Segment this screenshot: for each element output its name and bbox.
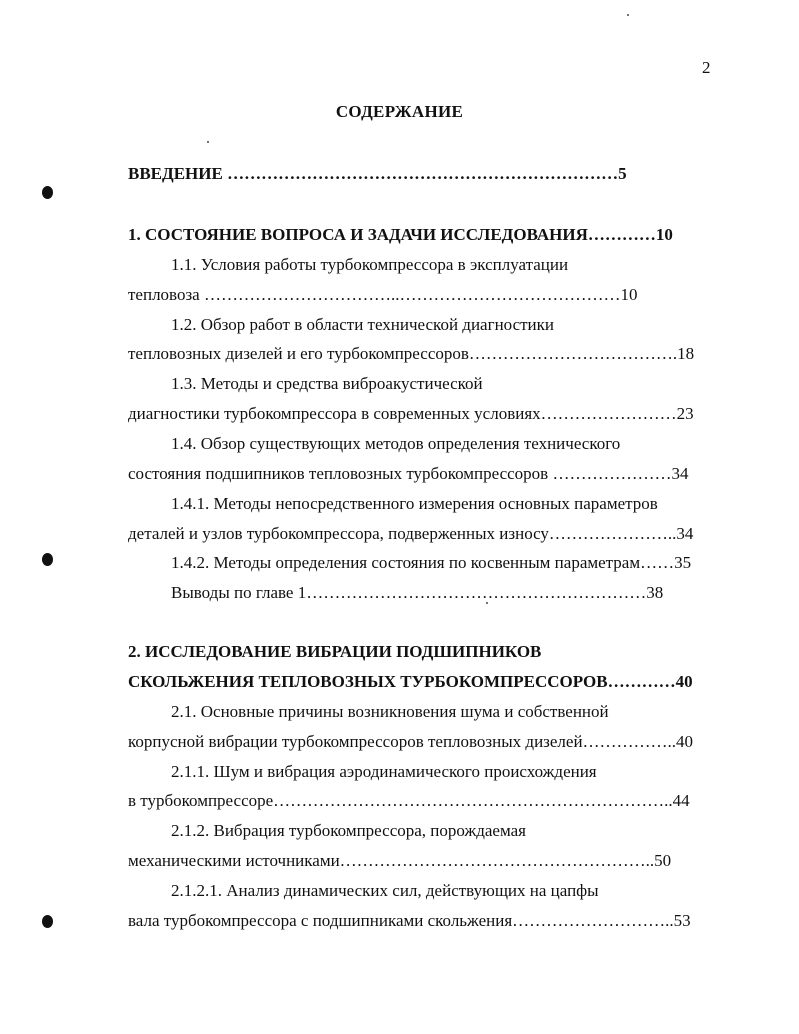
toc-entry: корпусной вибрации турбокомпрессоров тепловозных дизелей……………..40 (128, 732, 694, 751)
toc-entry: состояния подшипников тепловозных турбокомпрессоров …………………34 (128, 464, 689, 483)
toc-entry: механическими источниками………………………………………………..50 (128, 851, 672, 870)
binder-hole (42, 915, 53, 928)
toc-entry-introduction: ВВЕДЕНИЕ ……………………………………………………………5 (128, 164, 627, 183)
page-title: СОДЕРЖАНИЕ (335, 102, 464, 121)
toc-entry-chapter-2: 2. ИССЛЕДОВАНИЕ ВИБРАЦИИ ПОДШИПНИКОВ (128, 642, 542, 661)
toc-entry: 2.1.2. Вибрация турбокомпрессора, порождаемая (171, 821, 526, 840)
page-number: 2 (702, 58, 711, 77)
toc-entry: 1.1. Условия работы турбокомпрессора в эксплуатации (171, 255, 569, 274)
toc-entry: 1.2. Обзор работ в области технической диагностики (171, 315, 555, 334)
toc-entry: вала турбокомпрессора с подшипниками скольжения………………………..53 (128, 911, 691, 930)
toc-entry: в турбокомпрессоре……………………………………………………………..44 (128, 791, 690, 810)
toc-entry: 1.3. Методы и средства виброакустической (171, 374, 483, 393)
toc-entry: диагностики турбокомпрессора в современных условиях……………………23 (128, 404, 694, 423)
speck (627, 14, 629, 16)
toc-entry: Выводы по главе 1……………………………………………………38 (171, 583, 664, 602)
speck (207, 141, 209, 143)
binder-hole (42, 553, 53, 566)
toc-entry: 2.1.2.1. Анализ динамических сил, действующих на цапфы (171, 881, 599, 900)
toc-entry: 1.4. Обзор существующих методов определения технического (171, 434, 621, 453)
toc-entry: деталей и узлов турбокомпрессора, подверженных износу…………………..34 (128, 524, 694, 543)
toc-entry-chapter-2: СКОЛЬЖЕНИЯ ТЕПЛОВОЗНЫХ ТУРБОКОМПРЕССОРОВ…………40 (128, 672, 693, 691)
binder-hole (42, 186, 53, 199)
toc-entry: тепловоза ……………………………..…………………………………10 (128, 285, 638, 304)
toc-entry-chapter-1: 1. СОСТОЯНИЕ ВОПРОСА И ЗАДАЧИ ИССЛЕДОВАНИЯ…………10 (128, 225, 673, 244)
toc-entry: 2.1. Основные причины возникновения шума и собственной (171, 702, 609, 721)
toc-entry: тепловозных дизелей и его турбокомпрессоров……………………………….18 (128, 344, 695, 363)
toc-entry: 1.4.2. Методы определения состояния по косвенным параметрам……35 (171, 553, 692, 572)
toc-entry: 2.1.1. Шум и вибрация аэродинамического происхождения (171, 762, 597, 781)
toc-entry: 1.4.1. Методы непосредственного измерения основных параметров (171, 494, 658, 513)
